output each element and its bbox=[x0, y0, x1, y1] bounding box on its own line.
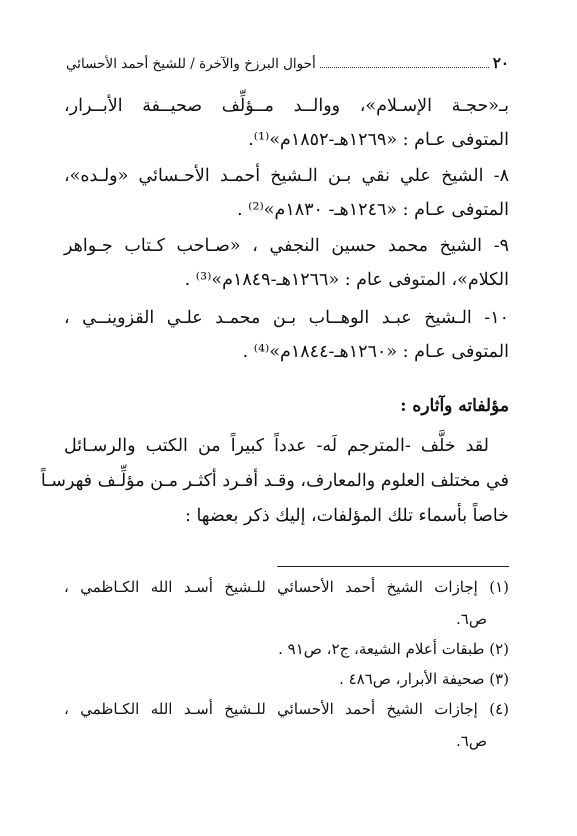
section-heading: مؤلفاته وآثاره : bbox=[400, 396, 509, 416]
footnote-1-cont: ص٦. bbox=[456, 610, 487, 628]
paragraph-line: في مختلف العلوم والمعارف، وقـد أفـرد أكثـر مـن مؤلِّـف فهرسـاً bbox=[40, 471, 509, 491]
paragraph-line: لقد خلَّف -المترجم لَه- عدداً كبيراً من الكتب والرسـائل bbox=[64, 436, 489, 456]
footnote-4: (٤) إجازات الشيخ أحمد الأحسائي للـشيخ أسـد الله الكـاظمي ، bbox=[64, 700, 509, 718]
footnote-1: (١) إجازات الشيخ أحمد الأحسائي للـشيخ أسـد الله الكـاظمي ، bbox=[64, 578, 509, 596]
list-item-8: ٨- الشيخ علي نقي بـن الـشيخ أحمـد الأحـسائي «ولـده»، bbox=[64, 166, 509, 186]
paragraph-line: خاصاً بأسماء تلك المؤلفات، إليك ذكر بعضها : bbox=[184, 506, 509, 526]
header-dotted-leader bbox=[320, 66, 489, 68]
page-number: ٢٠ bbox=[492, 54, 509, 72]
text-line: المتوفى عـام : «١٢٤٦هـ- ١٨٣٠م»⁽²⁾ . bbox=[237, 200, 509, 220]
running-header bbox=[66, 54, 509, 72]
header-title: أحوال البرزخ والآخرة / للشيخ أحمد الأحسائي bbox=[66, 56, 316, 72]
list-item-10: ١٠- الـشيخ عبـد الوهــاب بـن محمـد علـي القزوينــي ، bbox=[64, 308, 509, 328]
list-item-9: ٩- الشيخ محمد حسين النجفي ، «صـاحب كـتاب جـواهر bbox=[64, 236, 509, 256]
footnote-separator bbox=[277, 566, 509, 567]
text-line: المتوفى عـام : «١٢٦٠هـ-١٨٤٤م»⁽⁴⁾ . bbox=[242, 342, 509, 362]
text-line: الكلام»، المتوفى عام : «١٢٦٦هـ-١٨٤٩م»⁽³⁾ . bbox=[184, 270, 509, 290]
text-line: المتوفى عـام : «١٢٦٩هـ-١٨٥٢م»⁽¹⁾. bbox=[248, 130, 509, 150]
text-line: بـ«حجـة الإسـلام»، ووالــد مــؤلِّف صحيــفة الأبــرار، bbox=[64, 96, 509, 116]
footnote-2: (٢) طبقات أعلام الشيعة، ج٢، ص٩١ . bbox=[278, 640, 509, 658]
footnote-4-cont: ص٦. bbox=[456, 732, 487, 750]
footnote-3: (٣) صحيفة الأبرار، ص٤٨٦ . bbox=[339, 670, 509, 688]
